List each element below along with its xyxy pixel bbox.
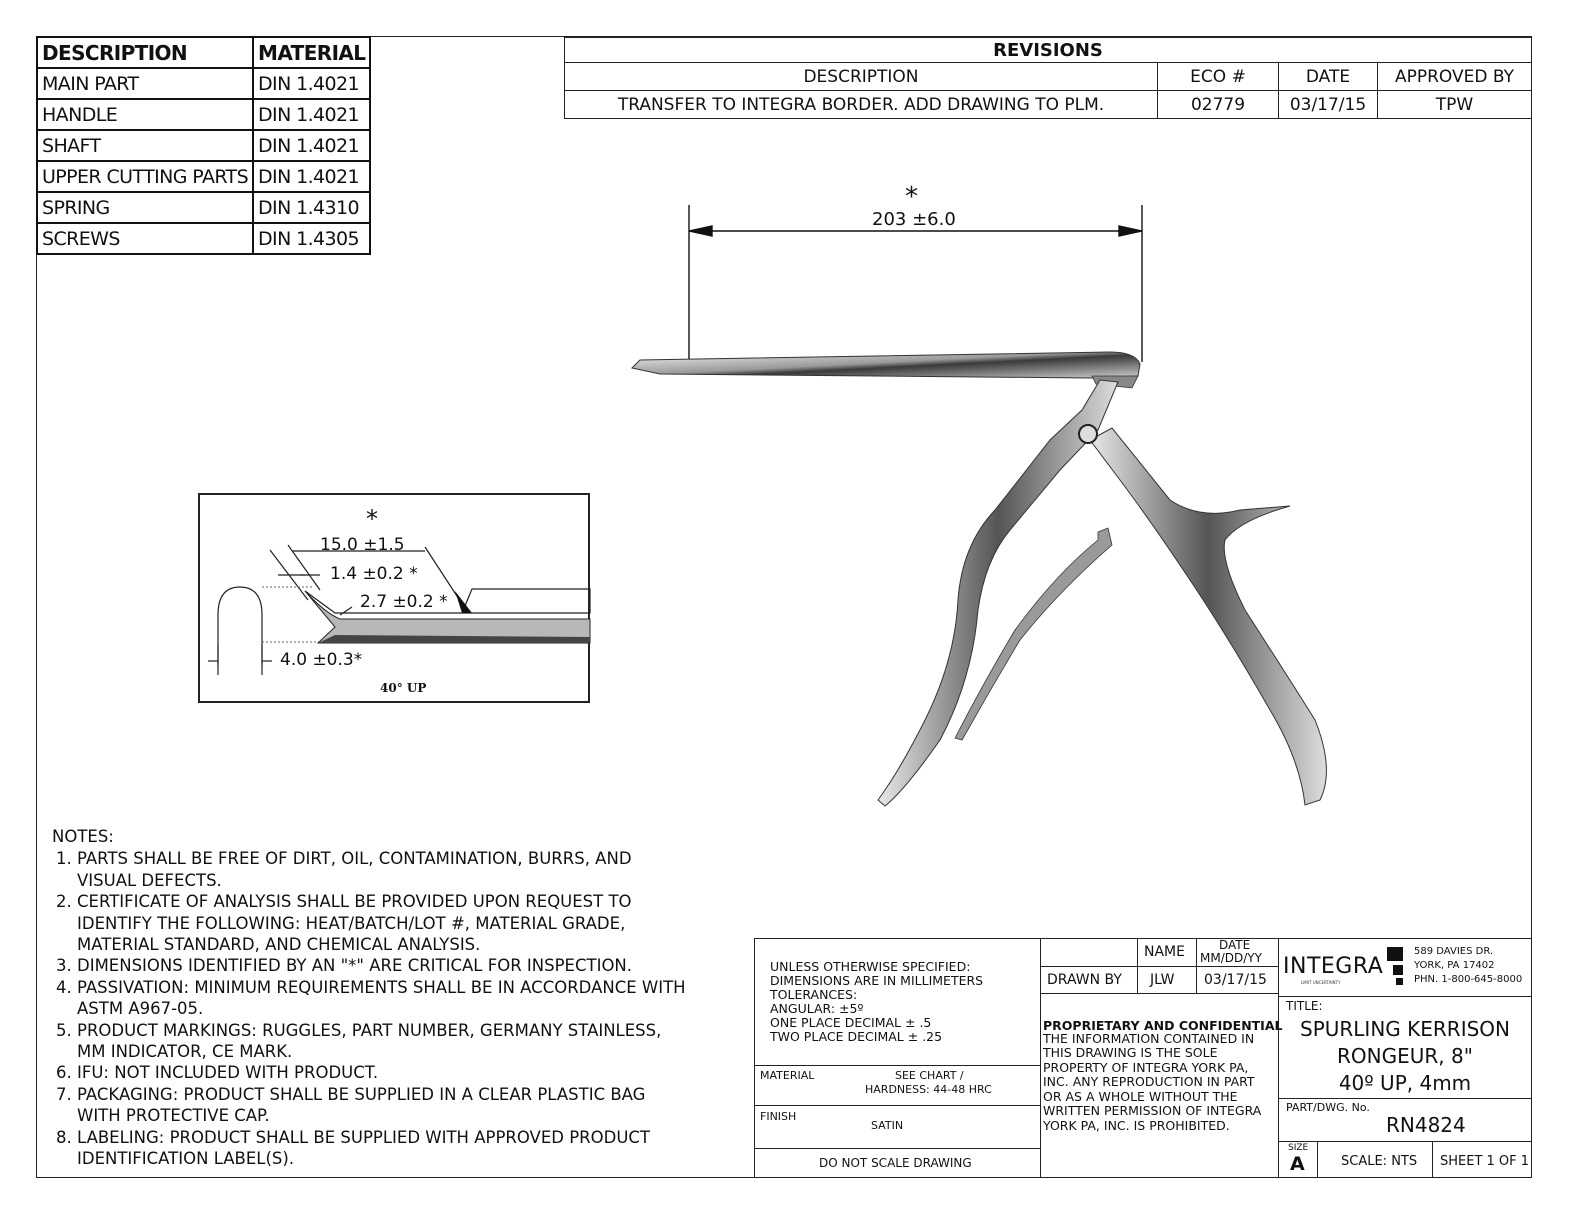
proprietary-line: THIS DRAWING IS THE SOLE — [1043, 1045, 1218, 1060]
overall-length-value: 203 ±6.0 — [872, 209, 956, 230]
material-cell — [754, 1065, 1041, 1106]
material-row-material: DIN 1.4021 — [253, 68, 370, 99]
name-label: NAME — [1144, 944, 1185, 960]
revisions-col-eco: ECO # — [1158, 63, 1279, 91]
finish-label: FINISH — [760, 1110, 797, 1123]
material-header-material: MATERIAL — [253, 37, 370, 68]
material-row-description: HANDLE — [37, 99, 253, 130]
material-row-description: SPRING — [37, 192, 253, 223]
size-value: A — [1290, 1153, 1305, 1175]
proprietary-line: THE INFORMATION CONTAINED IN — [1043, 1031, 1255, 1046]
note-item: 8. LABELING: PRODUCT SHALL BE SUPPLIED WITH APPROVED PRODUCT IDENTIFICATION LABEL(S). — [77, 1127, 692, 1170]
drawn-by-initials: JLW — [1150, 972, 1175, 988]
material-row-material: DIN 1.4310 — [253, 192, 370, 223]
material-header-description: DESCRIPTION — [37, 37, 253, 68]
proprietary-title: PROPRIETARY AND CONFIDENTIAL — [1043, 1018, 1283, 1033]
pivot-screw — [1079, 425, 1097, 443]
part-number-label: PART/DWG. No. — [1286, 1101, 1370, 1114]
proprietary-line: WRITTEN PERMISSION OF INTEGRA — [1043, 1103, 1262, 1118]
tolerance-line: ANGULAR: ±5º — [770, 1001, 864, 1016]
drawing-title-line: RONGEUR, 8" — [1337, 1044, 1473, 1068]
drawing-title-line: 40º UP, 4mm — [1338, 1071, 1472, 1095]
proprietary-line: PROPERTY OF INTEGRA YORK PA, — [1043, 1060, 1249, 1075]
company-tagline: LIMIT UNCERTAINTY — [1301, 980, 1341, 985]
revision-eco: 02779 — [1158, 91, 1279, 119]
date-format-label: MM/DD/YY — [1200, 951, 1262, 965]
material-row-material: DIN 1.4021 — [253, 130, 370, 161]
tolerance-line: TOLERANCES: — [770, 987, 858, 1002]
tolerance-line: UNLESS OTHERWISE SPECIFIED: — [770, 959, 971, 974]
drawn-by-label: DRAWN BY — [1047, 972, 1122, 988]
note-item: 4. PASSIVATION: MINIMUM REQUIREMENTS SHALL BE IN ACCORDANCE WITH ASTM A967-05. — [77, 977, 692, 1020]
handle — [878, 380, 1118, 806]
material-value: SEE CHART / — [895, 1069, 964, 1082]
notes — [52, 826, 692, 1170]
material-row-material: DIN 1.4021 — [253, 99, 370, 130]
part-number: RN4824 — [1386, 1113, 1466, 1137]
material-row-material: DIN 1.4021 — [253, 161, 370, 192]
revisions-col-date: DATE — [1279, 63, 1378, 91]
company-address-line: 589 DAVIES DR. — [1414, 946, 1494, 957]
company-logo-mark — [1384, 945, 1406, 987]
material-row-description: UPPER CUTTING PARTS — [37, 161, 253, 192]
company-address-line: YORK, PA 17402 — [1414, 960, 1495, 971]
shaft — [632, 352, 1140, 378]
note-item: 1. PARTS SHALL BE FREE OF DIRT, OIL, CONTAMINATION, BURRS, AND VISUAL DEFECTS. — [77, 848, 692, 891]
proprietary-line: YORK PA, INC. IS PROHIBITED. — [1043, 1118, 1230, 1133]
finish-value: SATIN — [871, 1119, 904, 1132]
drawing-title-line: SPURLING KERRISON — [1300, 1017, 1510, 1041]
proprietary-line: INC. ANY REPRODUCTION IN PART — [1043, 1074, 1255, 1089]
do-not-scale-note: DO NOT SCALE DRAWING — [819, 1156, 972, 1170]
do-not-scale-cell — [754, 1148, 1041, 1178]
tolerance-line: TWO PLACE DECIMAL ± .25 — [770, 1029, 943, 1044]
material-label: MATERIAL — [760, 1069, 815, 1082]
revision-date: 03/17/15 — [1279, 91, 1378, 119]
detail-angle-caption: 40° UP — [380, 681, 427, 695]
sheet-number: SHEET 1 OF 1 — [1440, 1154, 1530, 1169]
finish-cell — [754, 1105, 1041, 1149]
tip-detail-view — [198, 493, 590, 703]
revision-approved: TPW — [1378, 91, 1532, 119]
note-item: 3. DIMENSIONS IDENTIFIED BY AN "*" ARE CRITICAL FOR INSPECTION. — [77, 955, 692, 976]
company-logo: INTEGRA — [1283, 954, 1384, 979]
notes-heading: NOTES: — [52, 827, 114, 846]
note-item: 2. CERTIFICATE OF ANALYSIS SHALL BE PROVIDED UPON REQUEST TO IDENTIFY THE FOLLOWING: HEAT/BATCH/LOT #, MATERIAL GRADE, MATERIAL STANDARD, AND CHEMICAL ANALYSIS. — [77, 891, 692, 955]
drawn-date: 03/17/15 — [1204, 972, 1267, 988]
tolerance-line: ONE PLACE DECIMAL ± .5 — [770, 1015, 932, 1030]
detail-width-dimension: 4.0 ±0.3* — [280, 650, 363, 670]
revisions-col-approved: APPROVED BY — [1378, 63, 1532, 91]
detail-tip-dimension: 1.4 ±0.2 * — [330, 564, 418, 584]
material-row-description: SHAFT — [37, 130, 253, 161]
revisions-title: REVISIONS — [565, 38, 1532, 63]
critical-star: * — [905, 182, 918, 212]
tolerance-line: DIMENSIONS ARE IN MILLIMETERS — [770, 973, 984, 988]
scale-value: SCALE: NTS — [1341, 1154, 1418, 1169]
note-item: 6. IFU: NOT INCLUDED WITH PRODUCT. — [77, 1062, 692, 1083]
material-row-description: MAIN PART — [37, 68, 253, 99]
material-row-material: DIN 1.4305 — [253, 223, 370, 254]
revisions-col-description: DESCRIPTION — [565, 63, 1158, 91]
size-label: SIZE — [1288, 1143, 1309, 1153]
title-label: TITLE: — [1286, 999, 1323, 1013]
note-item: 5. PRODUCT MARKINGS: RUGGLES, PART NUMBER, GERMANY STAINLESS, MM INDICATOR, CE MARK. — [77, 1020, 692, 1063]
note-item: 7. PACKAGING: PRODUCT SHALL BE SUPPLIED IN A CLEAR PLASTIC BAG WITH PROTECTIVE CAP. — [77, 1084, 692, 1127]
revision-description: TRANSFER TO INTEGRA BORDER. ADD DRAWING TO PLM. — [565, 91, 1158, 119]
detail-thickness-dimension: 2.7 ±0.2 * — [360, 592, 448, 612]
hardness-value: HARDNESS: 44-48 HRC — [865, 1083, 992, 1096]
company-phone: PHN. 1-800-645-8000 — [1414, 974, 1523, 985]
material-row-description: SCREWS — [37, 223, 253, 254]
proprietary-line: OR AS A WHOLE WITHOUT THE — [1043, 1089, 1238, 1104]
date-label: DATE — [1219, 938, 1251, 952]
detail-length-dimension: 15.0 ±1.5 — [320, 535, 405, 555]
trigger-lever — [1090, 428, 1326, 805]
detail-critical-star: * — [366, 505, 378, 533]
